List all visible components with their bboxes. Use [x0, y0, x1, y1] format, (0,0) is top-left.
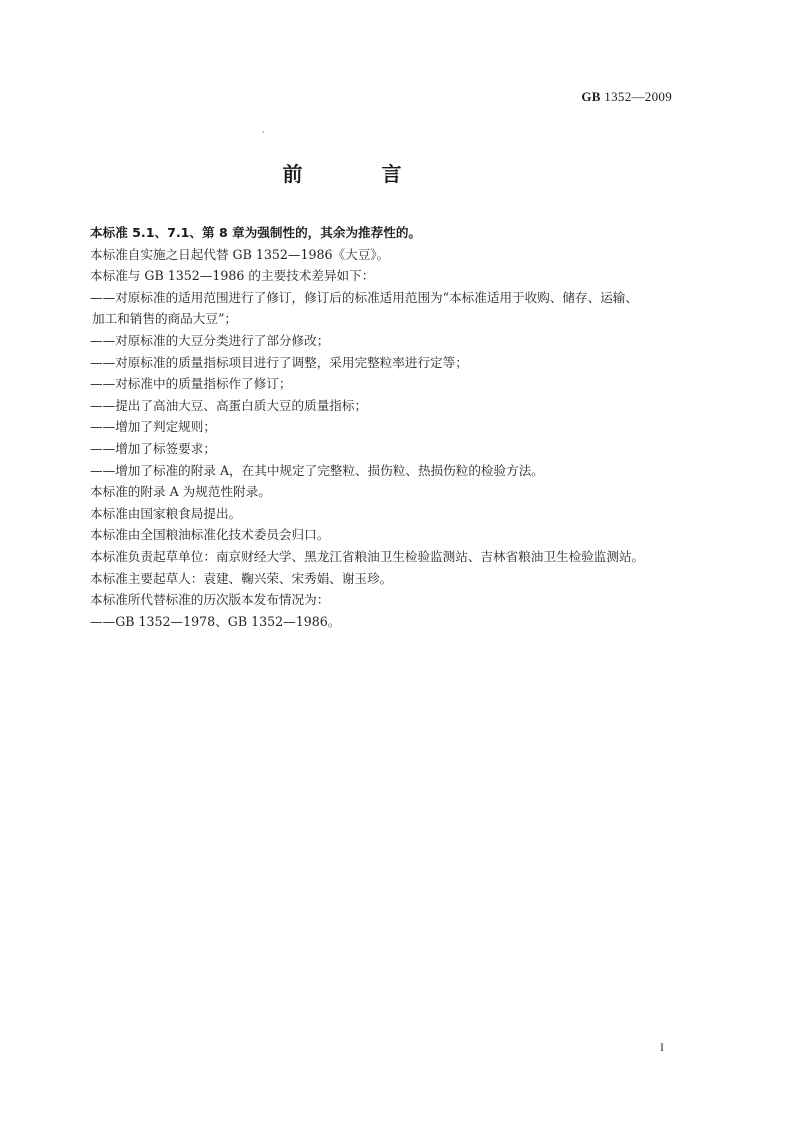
- standard-prefix: GB: [581, 89, 601, 104]
- standard-number: 1352—2009: [604, 89, 672, 104]
- scan-speck: [262, 131, 264, 133]
- page-number: I: [660, 1040, 664, 1054]
- difference-item-labeling: ——增加了标签要求；: [90, 440, 216, 456]
- annex-statement: 本标准的附录 A 为规范性附录。: [90, 484, 271, 500]
- difference-item-quality-indicators: ——对标准中的质量指标作了修订；: [90, 376, 292, 392]
- difference-item-judgment-rules: ——增加了判定规则；: [90, 419, 216, 435]
- standard-code-header: [581, 89, 672, 105]
- difference-item-classification: ——对原标准的大豆分类进行了部分修改；: [90, 332, 330, 348]
- centralized-statement: 本标准由全国粮油标准化技术委员会归口。: [90, 527, 330, 543]
- difference-item-annex-a: ——增加了标准的附录 A，在其中规定了完整粒、损伤粒、热损伤粒的检验方法。: [90, 462, 544, 478]
- difference-item-scope: ——对原标准的适用范围进行了修订，修订后的标准适用范围为“本标准适用于收购、储存、运输、: [90, 289, 638, 305]
- foreword-body: [90, 222, 710, 632]
- page-title: 前 言: [282, 162, 438, 186]
- drafting-units-statement: 本标准负责起草单位：南京财经大学、黑龙江省粮油卫生检验监测站、吉林省粮油卫生检验监测站。: [90, 548, 645, 564]
- mandatory-statement: 本标准 5.1、7.1、第 8 章为强制性的，其余为推荐性的。: [90, 225, 422, 240]
- proposer-statement: 本标准由国家粮食局提出。: [90, 505, 242, 521]
- difference-item-high-oil-protein: ——提出了高油大豆、高蛋白质大豆的质量指标；: [90, 397, 368, 413]
- difference-item-quality-items: ——对原标准的质量指标项目进行了调整，采用完整粒率进行定等；: [90, 354, 468, 370]
- previous-editions-intro: 本标准所代替标准的历次版本发布情况为：: [90, 592, 330, 608]
- replacement-statement: 本标准自实施之日起代替 GB 1352—1986《大豆》。: [90, 246, 390, 262]
- previous-editions-list: ——GB 1352—1978、GB 1352—1986。: [90, 613, 341, 629]
- difference-item-scope-continued: 加工和销售的商品大豆”；: [92, 311, 237, 327]
- drafters-statement: 本标准主要起草人：袁建、鞠兴荣、宋秀娟、谢玉珍。: [90, 570, 393, 586]
- differences-intro: 本标准与 GB 1352—1986 的主要技术差异如下：: [90, 268, 375, 284]
